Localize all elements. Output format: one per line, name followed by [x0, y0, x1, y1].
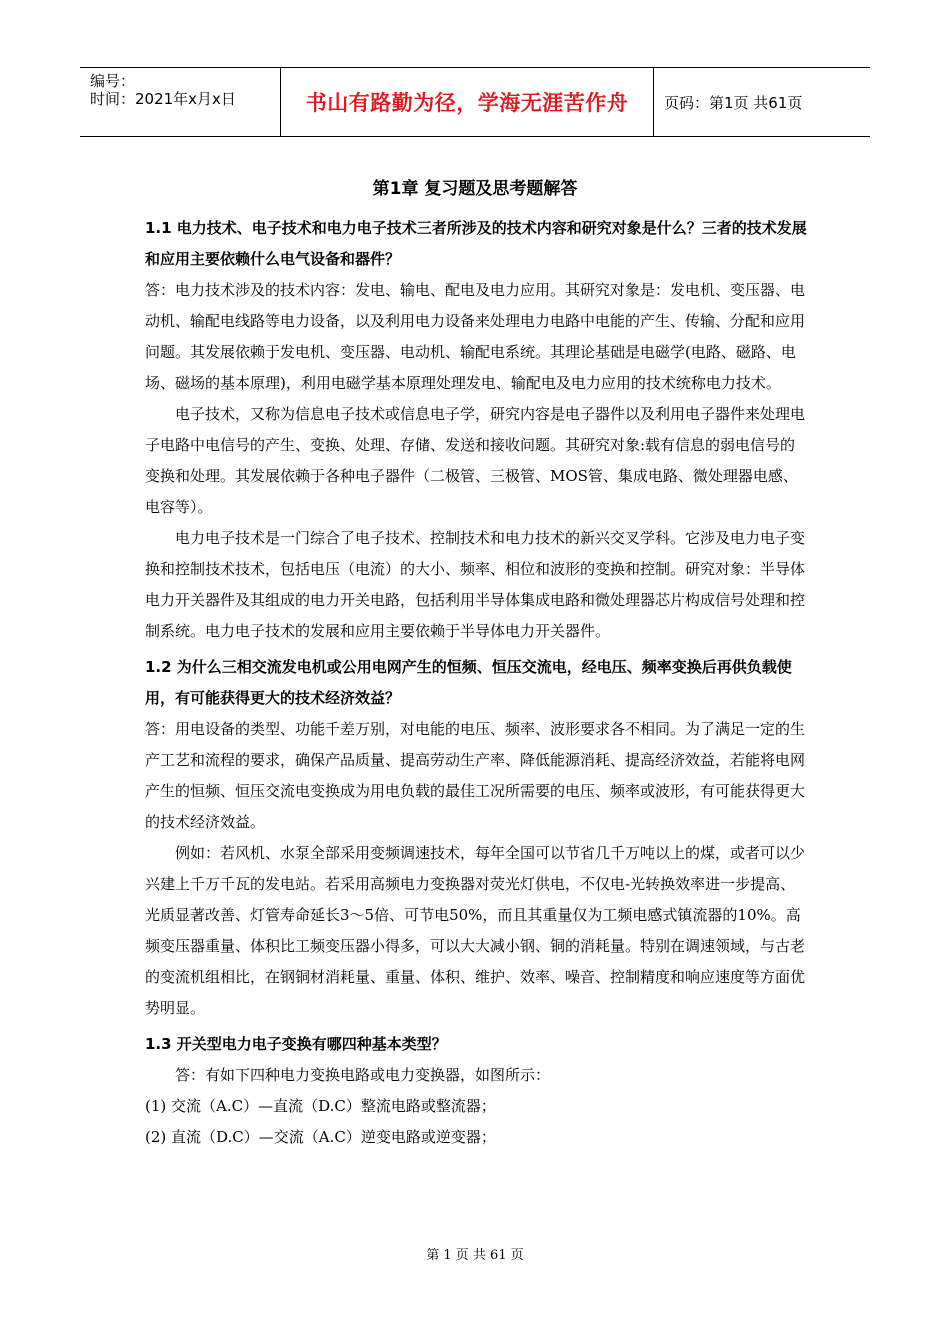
question-1-3: 1.3 开关型电力电子变换有哪四种基本类型？: [145, 1035, 447, 1053]
header-table: [80, 67, 870, 137]
document-body: [145, 213, 810, 1153]
header-left-cell: [80, 68, 280, 136]
answer-paragraph: 电子技术，又称为信息电子技术或信息电子学，研究内容是电子器件以及利用电子器件来处理电子电路中电信号的产生、变换、处理、存储、发送和接收问题。其研究对象:载有信息的弱电信号的变换和处理。其发展依赖于各种电子器件（二极管、三极管、MOS管、集成电路、微处理器电感、电容等）。: [145, 405, 806, 516]
list-item: (1) 交流（A.C）—直流（D.C）整流电路或整流器；: [145, 1097, 496, 1115]
question-1-1: 1.1 电力技术、电子技术和电力电子技术三者所涉及的技术内容和研究对象是什么？三者的技术发展和应用主要依赖什么电气设备和器件？: [145, 219, 807, 268]
list-item: (2) 直流（D.C）—交流（A.C）逆变电路或逆变器；: [145, 1128, 496, 1146]
answer-paragraph: 电力电子技术是一门综合了电子技术、控制技术和电力技术的新兴交叉学科。它涉及电力电子变换和控制技术技术，包括电压（电流）的大小、频率、相位和波形的变换和控制。研究对象：半导体电力开关器件及其组成的电力开关电路，包括利用半导体集成电路和微处理器芯片构成信号处理和控制系统。电力电子技术的发展和应用主要依赖于半导体电力开关器件。: [145, 529, 806, 640]
question-1-2: 1.2 为什么三相交流发电机或公用电网产生的恒频、恒压交流电，经电压、频率变换后再供负载使用，有可能获得更大的技术经济效益？: [145, 658, 792, 707]
answer-paragraph: 答：电力技术涉及的技术内容：发电、输电、配电及电力应用。其研究对象是：发电机、变压器、电动机、输配电线路等电力设备，以及利用电力设备来处理电力电路中电能的产生、传输、分配和应用问题。其发展依赖于发电机、变压器、电动机、输配电系统。其理论基础是电磁学(电路、磁路、电场、磁场的基本原理)，利用电磁学基本原理处理发电、输配电及电力应用的技术统称电力技术。: [145, 281, 806, 392]
answer-paragraph: 答：用电设备的类型、功能千差万别，对电能的电压、频率、波形要求各不相同。为了满足一定的生产工艺和流程的要求，确保产品质量、提高劳动生产率、降低能源消耗、提高经济效益，若能将电网产生的恒频、恒压交流电变换成为用电负载的最佳工况所需要的电压、频率或波形，有可能获得更大的技术经济效益。: [145, 720, 806, 831]
chapter-title: 第1章 复习题及思考题解答: [372, 179, 578, 199]
answer-paragraph: 例如：若风机、水泵全部采用变频调速技术，每年全国可以节省几千万吨以上的煤，或者可以少兴建上千万千瓦的发电站。若采用高频电力变换器对荧光灯供电，不仅电-光转换效率进一步提高、光质显著改善、灯管寿命延长3～5倍、可节电50%，而且其重量仅为工频电感式镇流器的10%。高频变压器重量、体积比工频变压器小得多，可以大大减小钢、铜的消耗量。特别在调速领域，与古老的变流机组相比，在钢铜材消耗量、重量、体积、维护、效率、噪音、控制精度和响应速度等方面优势明显。: [145, 844, 806, 1017]
time-label: 时间：2021年x月x日: [90, 90, 236, 108]
answer-paragraph: 答：有如下四种电力变换电路或电力变换器，如图所示：: [175, 1066, 551, 1084]
header-motto: 书山有路勤为径，学海无涯苦作舟: [280, 68, 654, 136]
number-label: 编号：: [90, 72, 136, 90]
header-page-info: 页码：第1页 共61页: [664, 93, 803, 112]
page-footer: 第 1 页 共 61 页: [426, 1248, 524, 1263]
